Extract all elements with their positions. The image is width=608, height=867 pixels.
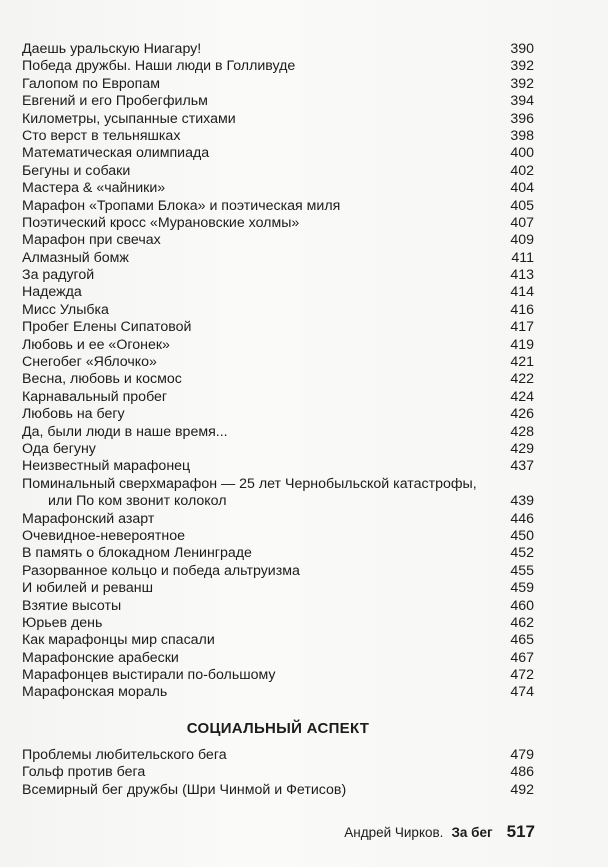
toc-entry-title: Гольф против бега: [22, 764, 146, 781]
toc-entry-title: В память о блокадном Ленинграде: [22, 545, 252, 562]
toc-entry: [22, 215, 534, 232]
toc-entry-page: 460: [510, 597, 534, 614]
toc-entry-title: Галопом по Европам: [22, 75, 160, 92]
toc-entry-title: Юрьев день: [22, 614, 103, 631]
table-of-contents: [22, 41, 534, 799]
toc-entry-long: [22, 476, 534, 511]
toc-entry: [22, 267, 534, 284]
toc-entry-page: 398: [510, 127, 534, 144]
toc-entry-page: 450: [510, 527, 534, 544]
toc-entry-page: 409: [510, 232, 534, 249]
toc-entry-title: Марафон «Тропами Блока» и поэтическая миля: [22, 197, 341, 214]
toc-entry: [22, 163, 534, 180]
toc-entry-page: 465: [510, 632, 534, 649]
toc-entry: [22, 406, 534, 423]
toc-entry: [22, 632, 534, 649]
toc-entry-title: Карнавальный пробег: [22, 388, 168, 405]
toc-entry: [22, 41, 534, 58]
toc-entry: [22, 615, 534, 632]
toc-entry-title: Математическая олимпиада: [22, 145, 210, 162]
toc-entry-title: Любовь и ее «Огонек»: [22, 336, 170, 353]
toc-entry-title: Алмазный бомж: [22, 249, 129, 266]
toc-entry-page: 404: [510, 180, 534, 197]
toc-entry-page: 492: [510, 781, 534, 798]
toc-entry-page: 390: [510, 40, 534, 57]
toc-entry: [22, 667, 534, 684]
toc-entry-title: Как марафонцы мир спасали: [22, 632, 215, 649]
page-footer: [305, 822, 535, 842]
toc-list-after: [22, 511, 534, 702]
toc-entry-page: 417: [510, 319, 534, 336]
toc-entry-page: 416: [510, 301, 534, 318]
toc-entry-title: Ода бегуну: [22, 440, 96, 457]
toc-entry-page: 426: [510, 406, 534, 423]
toc-entry-page: 459: [510, 580, 534, 597]
toc-entry-page: 479: [510, 746, 534, 763]
toc-entry-title: Марафонцев выстирали по-большому: [22, 667, 276, 684]
toc-entry: [22, 563, 534, 580]
toc-entry: [22, 458, 534, 475]
toc-entry: [22, 545, 534, 562]
toc-entry-title: Километры, усыпанные стихами: [22, 110, 236, 127]
toc-entry: [22, 111, 534, 128]
toc-entry: [22, 337, 534, 354]
toc-entry-page: 437: [510, 458, 534, 475]
toc-entry: [22, 284, 534, 301]
toc-entry-page: 400: [510, 145, 534, 162]
toc-entry: [22, 180, 534, 197]
toc-entry-title: Поэтический кросс «Мурановские холмы»: [22, 214, 300, 231]
toc-entry-page: 472: [510, 667, 534, 684]
toc-entry: [22, 782, 534, 799]
toc-entry-title: Марафон при свечах: [22, 232, 161, 249]
toc-entry-page: 392: [510, 58, 534, 75]
toc-entry-title: Взятие высоты: [22, 597, 122, 614]
toc-entry-title: Марафонский азарт: [22, 510, 155, 527]
toc-entry: [22, 76, 534, 93]
toc-entry: [22, 354, 534, 371]
toc-entry-page: 411: [511, 249, 534, 266]
toc-entry-page: 405: [510, 197, 534, 214]
section-heading: СОЦИАЛЬНЫЙ АСПЕКТ: [186, 719, 370, 737]
toc-entry-page: 392: [510, 75, 534, 92]
toc-entry: [22, 145, 534, 162]
toc-entry-title: Весна, любовь и космос: [22, 371, 182, 388]
toc-entry: [22, 580, 534, 597]
toc-entry: [22, 128, 534, 145]
toc-entry: [22, 58, 534, 75]
toc-entry-title: Всемирный бег дружбы (Шри Чинмой и Фетисов): [22, 781, 347, 798]
toc-entry-title: Разорванное кольцо и победа альтруизма: [22, 562, 300, 579]
toc-entry: [22, 747, 534, 764]
toc-entry-page: 439: [510, 493, 534, 510]
toc-entry-page: 446: [510, 510, 534, 527]
toc-entry-page: 396: [510, 110, 534, 127]
toc-entry-page: 428: [510, 423, 534, 440]
toc-entry-title: И юбилей и реванш: [22, 580, 153, 597]
toc-entry-page: 402: [510, 162, 534, 179]
toc-entry-page: 419: [510, 336, 534, 353]
toc-entry: [22, 93, 534, 110]
toc-entry-page: 429: [510, 440, 534, 457]
toc-entry-page: 421: [510, 354, 534, 371]
toc-entry-title: Марафонская мораль: [22, 684, 168, 701]
toc-entry: [22, 371, 534, 388]
toc-entry-title: Марафонские арабески: [22, 649, 179, 666]
toc-entry-page: 462: [510, 614, 534, 631]
toc-entry-title: Пробег Елены Сипатовой: [22, 319, 192, 336]
toc-entry-title: Да, были люди в наше время...: [22, 423, 228, 440]
toc-entry-title: Даешь уральскую Ниагару!: [22, 40, 202, 57]
toc-entry-title-line1: Поминальный сверхмарафон — 25 лет Чернобыльской катастрофы,: [22, 475, 477, 492]
toc-entry-title: Евгений и его Пробегфильм: [22, 93, 208, 110]
toc-entry: [22, 198, 534, 215]
toc-entry: [22, 232, 534, 249]
toc-entry-title: Мисс Улыбка: [22, 301, 109, 318]
toc-entry: [22, 764, 534, 781]
toc-entry: [22, 650, 534, 667]
toc-entry-title: За радугой: [22, 267, 95, 284]
toc-entry: [22, 250, 534, 267]
toc-list-main: [22, 41, 534, 476]
page-number: 517: [506, 822, 535, 841]
toc-entry: [22, 424, 534, 441]
toc-entry: [22, 319, 534, 336]
toc-entry-page: 407: [510, 214, 534, 231]
toc-entry-title: Победа дружбы. Наши люди в Голливуде: [22, 58, 296, 75]
toc-entry-page: 424: [510, 388, 534, 405]
toc-entry-title: Проблемы любительского бега: [22, 746, 227, 763]
footer-book-title: За бег: [451, 825, 493, 840]
toc-entry-title: Бегуны и собаки: [22, 162, 131, 179]
toc-entry-title: Сто верст в тельняшках: [22, 127, 181, 144]
toc-entry-title: Любовь на бегу: [22, 406, 125, 423]
toc-entry-page: 467: [510, 649, 534, 666]
toc-entry-page: 455: [510, 562, 534, 579]
toc-entry-title: Мастера & «чайники»: [22, 180, 166, 197]
toc-entry-page: 486: [510, 764, 534, 781]
toc-list-social: [22, 747, 534, 799]
toc-entry-title: Очевидное-невероятное: [22, 527, 185, 544]
footer-author: Андрей Чирков.: [344, 825, 444, 840]
toc-entry-page: 474: [510, 684, 534, 701]
toc-entry: [22, 302, 534, 319]
toc-entry: [22, 389, 534, 406]
toc-entry-title: Надежда: [22, 284, 82, 301]
toc-entry-page: 413: [510, 267, 534, 284]
toc-entry-page: 414: [510, 284, 534, 301]
toc-entry-title: Неизвестный марафонец: [22, 458, 191, 475]
toc-entry: [22, 598, 534, 615]
toc-entry-title: Снегобег «Яблочко»: [22, 354, 157, 371]
toc-entry: [22, 684, 534, 701]
toc-entry: [22, 441, 534, 458]
toc-entry-title-line2: или По ком звонит колокол: [48, 493, 227, 510]
toc-entry-page: 452: [510, 545, 534, 562]
toc-entry-page: 394: [510, 93, 534, 110]
toc-entry-page: 422: [510, 371, 534, 388]
toc-entry: [22, 528, 534, 545]
toc-entry: [22, 511, 534, 528]
